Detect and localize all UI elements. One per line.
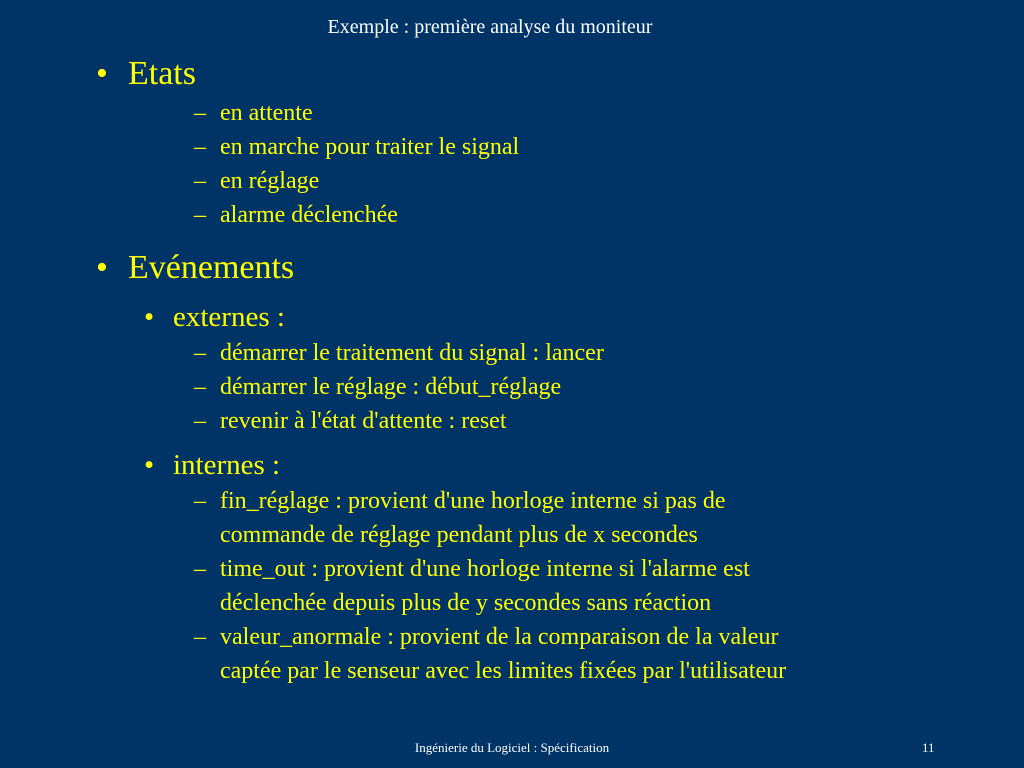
page-number: 11 <box>922 740 935 755</box>
etats-item <box>96 130 996 164</box>
externes-item-text: démarrer le traitement du signal : lancer <box>220 340 604 366</box>
internes-item <box>96 484 996 552</box>
spacer <box>96 290 996 298</box>
bullet-etats <box>96 52 996 96</box>
internes-heading: internes : <box>173 449 281 481</box>
bullet-icon: • <box>96 55 108 92</box>
bullet-internes <box>96 446 996 484</box>
internes-item-line: déclenchée depuis plus de y secondes sans réaction <box>220 590 712 616</box>
etats-item <box>96 198 996 232</box>
etats-item-text: en marche pour traiter le signal <box>220 134 520 160</box>
dash-icon: – <box>194 340 206 366</box>
dash-icon: – <box>194 100 206 126</box>
etats-item <box>96 164 996 198</box>
internes-item-line: commande de réglage pendant plus de x secondes <box>220 522 698 548</box>
externes-item <box>96 336 996 370</box>
spacer <box>96 438 996 446</box>
internes-item-line: time_out : provient d'une horloge interne si l'alarme est <box>220 556 750 582</box>
internes-item <box>96 620 996 688</box>
dash-icon: – <box>194 408 206 434</box>
externes-heading: externes : <box>173 301 285 333</box>
dash-icon: – <box>194 202 206 228</box>
internes-item <box>96 552 996 620</box>
dash-icon: – <box>194 134 206 160</box>
etats-item-text: en réglage <box>220 168 320 194</box>
slide-title: Exemple : première analyse du moniteur <box>327 16 653 38</box>
externes-item-text: démarrer le réglage : début_réglage <box>220 374 562 400</box>
internes-item-line: valeur_anormale : provient de la comparaison de la valeur <box>220 624 779 650</box>
etats-item <box>96 96 996 130</box>
internes-item-line: captée par le senseur avec les limites fixées par l'utilisateur <box>220 658 787 684</box>
etats-item-text: en attente <box>220 100 313 126</box>
etats-heading: Etats <box>128 55 196 92</box>
footer-text: Ingénierie du Logiciel : Spécification <box>414 740 610 755</box>
bullet-icon: • <box>144 301 155 333</box>
spacer <box>96 232 996 246</box>
dash-icon: – <box>194 488 206 514</box>
dash-icon: – <box>194 556 206 582</box>
bullet-externes <box>96 298 996 336</box>
externes-item <box>96 404 996 438</box>
evenements-heading: Evénements <box>128 249 295 286</box>
dash-icon: – <box>194 624 206 650</box>
bullet-evenements <box>96 246 996 290</box>
externes-item-text: revenir à l'état d'attente : reset <box>220 408 507 434</box>
etats-item-text: alarme déclenchée <box>220 202 398 228</box>
internes-item-line: fin_réglage : provient d'une horloge interne si pas de <box>220 488 726 514</box>
slide-content <box>96 52 996 688</box>
dash-icon: – <box>194 168 206 194</box>
bullet-icon: • <box>96 249 108 286</box>
externes-item <box>96 370 996 404</box>
bullet-icon: • <box>144 449 155 481</box>
dash-icon: – <box>194 374 206 400</box>
